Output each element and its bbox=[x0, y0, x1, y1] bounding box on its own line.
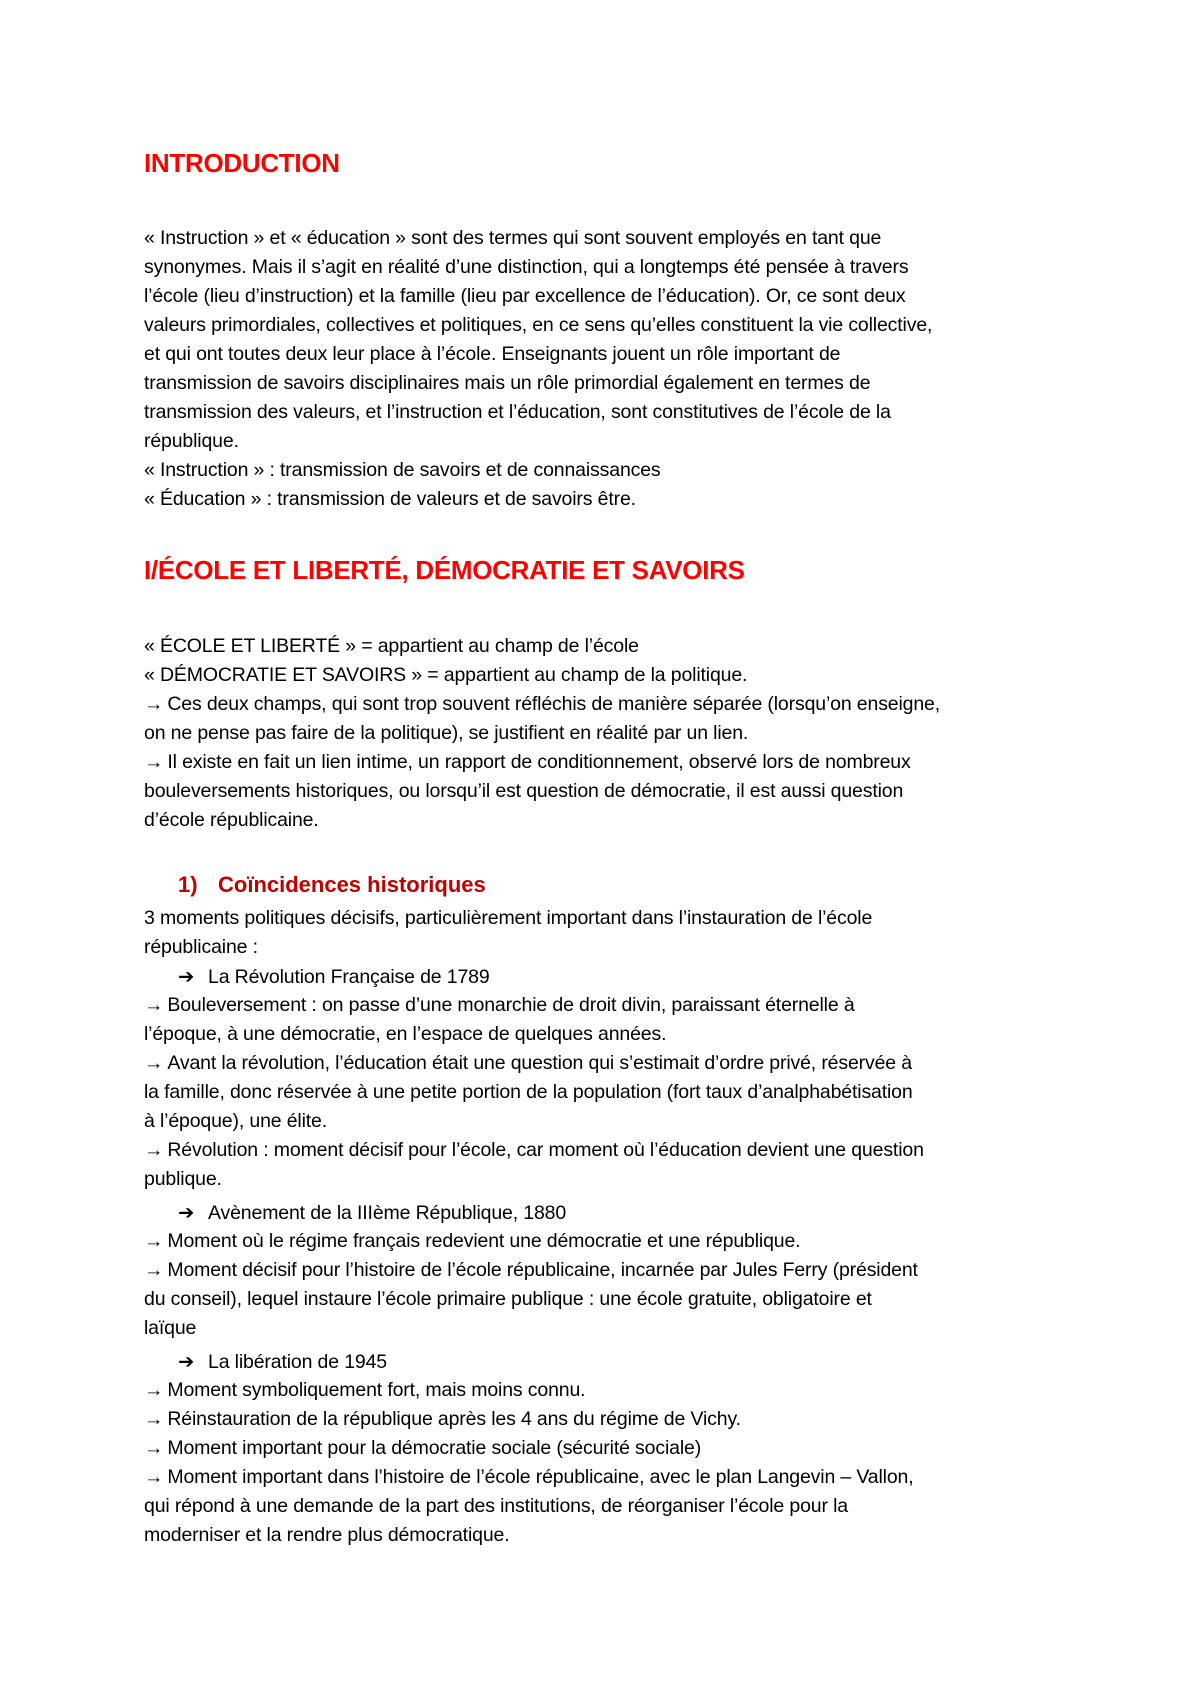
arrow-line: → Il existe en fait un lien intime, un rapport de conditionnement, observé lors de nombreux bbox=[144, 747, 911, 777]
heading-introduction: INTRODUCTION bbox=[144, 148, 340, 178]
heading-part1: I/ÉCOLE ET LIBERTÉ, DÉMOCRATIE ET SAVOIRS bbox=[144, 555, 745, 585]
arrow-line: → Moment décisif pour l’histoire de l’école républicaine, incarnée par Jules Ferry (président bbox=[144, 1255, 918, 1285]
arrow-line: → Ces deux champs, qui sont trop souvent réfléchis de manière séparée (lorsqu’on enseigne, bbox=[144, 689, 940, 719]
text-line: l’école (lieu d’instruction) et la famille (lieu par excellence de l’éducation). Or, ce sont deux bbox=[144, 285, 906, 307]
text-line: république. bbox=[144, 430, 239, 452]
arrow-line: → Révolution : moment décisif pour l’école, car moment où l’éducation devient une question bbox=[144, 1135, 924, 1165]
text-line: l’époque, à une démocratie, en l’espace de quelques années. bbox=[144, 1023, 667, 1045]
bullet-arrow-icon: ➔ bbox=[178, 1202, 195, 1224]
arrow-line: → Bouleversement : on passe d’une monarchie de droit divin, paraissant éternelle à bbox=[144, 990, 855, 1020]
text-line: d’école républicaine. bbox=[144, 809, 319, 831]
arrow-line: → Moment symboliquement fort, mais moins connu. bbox=[144, 1375, 585, 1405]
text-line: « Éducation » : transmission de valeurs et de savoirs être. bbox=[144, 488, 636, 510]
bullet-arrow-icon: ➔ bbox=[178, 966, 195, 988]
subheading-coincidences bbox=[178, 872, 486, 898]
text-line: à l’époque), une élite. bbox=[144, 1110, 328, 1132]
text-line: transmission de savoirs disciplinaires mais un rôle primordial également en termes de bbox=[144, 372, 871, 394]
arrow-line: → Avant la révolution, l’éducation était une question qui s’estimait d’ordre privé, réservée à bbox=[144, 1048, 912, 1078]
text-line: synonymes. Mais il s’agit en réalité d’une distinction, qui a longtemps été pensée à travers bbox=[144, 256, 909, 278]
arrow-icon: → bbox=[144, 1408, 164, 1430]
arrow-icon: → bbox=[144, 1139, 164, 1161]
text-line: publique. bbox=[144, 1168, 222, 1190]
arrow-icon: → bbox=[144, 1259, 164, 1281]
moment-2-bullet: ➔ Avènement de la IIIème République, 1880 bbox=[178, 1202, 567, 1224]
moment-1-bullet: ➔ La Révolution Française de 1789 bbox=[178, 966, 490, 988]
arrow-icon: → bbox=[144, 751, 164, 773]
text-line: on ne pense pas faire de la politique), se justifient en réalité par un lien. bbox=[144, 722, 749, 744]
arrow-icon: → bbox=[144, 1230, 164, 1252]
text-line: et qui ont toutes deux leur place à l’école. Enseignants jouent un rôle important de bbox=[144, 343, 841, 365]
moment-3-bullet: ➔ La libération de 1945 bbox=[178, 1351, 387, 1373]
arrow-icon: → bbox=[144, 693, 164, 715]
text-line: bouleversements historiques, ou lorsqu’il est question de démocratie, il est aussi question bbox=[144, 780, 904, 802]
arrow-icon: → bbox=[144, 1466, 164, 1488]
arrow-icon: → bbox=[144, 1437, 164, 1459]
document-page bbox=[144, 0, 1074, 1696]
arrow-icon: → bbox=[144, 1379, 164, 1401]
text-line: républicaine : bbox=[144, 936, 258, 958]
bullet-arrow-icon: ➔ bbox=[178, 1351, 195, 1373]
arrow-line: → Moment important dans l’histoire de l’école républicaine, avec le plan Langevin – Vallon, bbox=[144, 1462, 914, 1492]
text-line: « DÉMOCRATIE ET SAVOIRS » = appartient au champ de la politique. bbox=[144, 664, 748, 686]
text-line: valeurs primordiales, collectives et politiques, en ce sens qu’elles constituent la vie collective, bbox=[144, 314, 933, 336]
arrow-line: → Moment où le régime français redevient une démocratie et une république. bbox=[144, 1226, 800, 1256]
text-line: « Instruction » : transmission de savoirs et de connaissances bbox=[144, 459, 661, 481]
subheading-title: Coïncidences historiques bbox=[218, 872, 486, 897]
text-line: qui répond à une demande de la part des institutions, de réorganiser l’école pour la bbox=[144, 1495, 848, 1517]
text-line: « ÉCOLE ET LIBERTÉ » = appartient au champ de l’école bbox=[144, 635, 639, 657]
text-line: moderniser et la rendre plus démocratique. bbox=[144, 1524, 510, 1546]
text-line: du conseil), lequel instaure l’école primaire publique : une école gratuite, obligatoire et bbox=[144, 1288, 872, 1310]
subheading-number: 1) bbox=[178, 872, 198, 897]
text-line: 3 moments politiques décisifs, particulièrement important dans l’instauration de l’école bbox=[144, 907, 873, 929]
text-line: transmission des valeurs, et l’instruction et l’éducation, sont constitutives de l’école de la bbox=[144, 401, 891, 423]
text-line: « Instruction » et « éducation » sont des termes qui sont souvent employés en tant que bbox=[144, 227, 882, 249]
arrow-icon: → bbox=[144, 994, 164, 1016]
arrow-icon: → bbox=[144, 1052, 164, 1074]
text-line: laïque bbox=[144, 1317, 197, 1339]
text-line: la famille, donc réservée à une petite portion de la population (fort taux d’analphabétisation bbox=[144, 1081, 913, 1103]
arrow-line: → Réinstauration de la république après les 4 ans du régime de Vichy. bbox=[144, 1404, 741, 1434]
arrow-line: → Moment important pour la démocratie sociale (sécurité sociale) bbox=[144, 1433, 701, 1463]
